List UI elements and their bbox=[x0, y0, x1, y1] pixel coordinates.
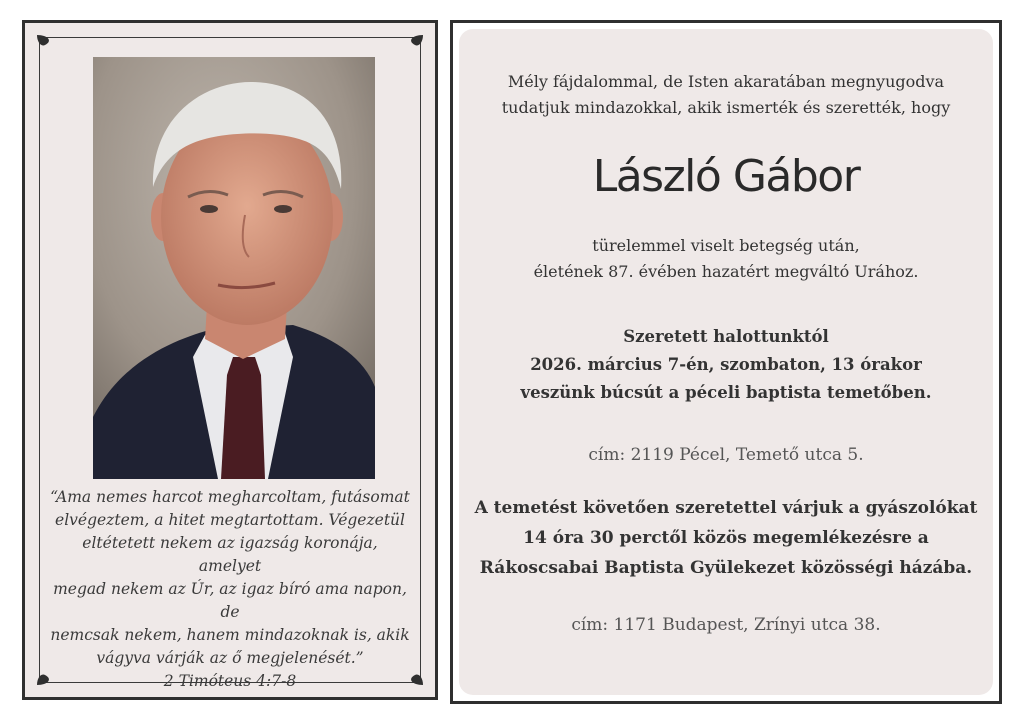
notice-card bbox=[450, 20, 1002, 704]
verse-line: eltétetett nekem az igazság koronája, amelyet bbox=[82, 534, 378, 575]
passing-line: életének 87. évében hazatért megváltó Urához. bbox=[533, 262, 919, 281]
memorial-address: cím: 1171 Budapest, Zrínyi utca 38. bbox=[571, 615, 881, 635]
intro-line: Mély fájdalommal, de Isten akaratában megnyugodva bbox=[507, 72, 945, 91]
verse-line: elvégeztem, a hitet megtartottam. Végezetül bbox=[55, 511, 405, 529]
corner-leaf-icon bbox=[34, 32, 56, 54]
intro-text bbox=[459, 69, 993, 121]
passing-line: türelemmel viselt betegség után, bbox=[592, 236, 860, 255]
funeral-line: veszünk búcsút a péceli baptista temetőben. bbox=[520, 383, 932, 402]
verse-reference: 2 Timóteus 4:7-8 bbox=[163, 672, 297, 690]
verse-line: vágyva várják az ő megjelenését.” bbox=[96, 649, 364, 667]
intro-line: tudatjuk mindazokkal, akik ismerték és szerették, hogy bbox=[501, 98, 951, 117]
funeral-details bbox=[459, 323, 993, 407]
portrait-photo bbox=[93, 57, 375, 479]
bible-verse bbox=[50, 486, 410, 693]
corner-leaf-icon bbox=[404, 32, 426, 54]
verse-line: megad nekem az Úr, az igaz bíró ama napon, de bbox=[53, 580, 407, 621]
notice-body bbox=[459, 29, 993, 695]
passing-text bbox=[459, 233, 993, 285]
verse-line: nemcsak nekem, hanem mindazoknak is, akik bbox=[50, 626, 410, 644]
deceased-name: László Gábor bbox=[592, 151, 860, 202]
verse-line: “Ama nemes harcot megharcoltam, futásomat bbox=[50, 488, 410, 506]
memorial-details bbox=[459, 493, 993, 583]
memorial-line: 14 óra 30 perctől közös megemlékezésre a bbox=[523, 528, 929, 548]
photo-card bbox=[22, 20, 438, 700]
cemetery-address: cím: 2119 Pécel, Temető utca 5. bbox=[588, 445, 864, 465]
decorative-frame bbox=[39, 37, 421, 690]
memorial-line: Rákoscsabai Baptista Gyülekezet közösségi házába. bbox=[479, 558, 973, 578]
funeral-line: Szeretett halottunktól bbox=[623, 327, 829, 346]
funeral-line: 2026. március 7-én, szombaton, 13 órakor bbox=[530, 355, 922, 374]
memorial-line: A temetést követően szeretettel várjuk a gyászolókat bbox=[474, 498, 978, 518]
